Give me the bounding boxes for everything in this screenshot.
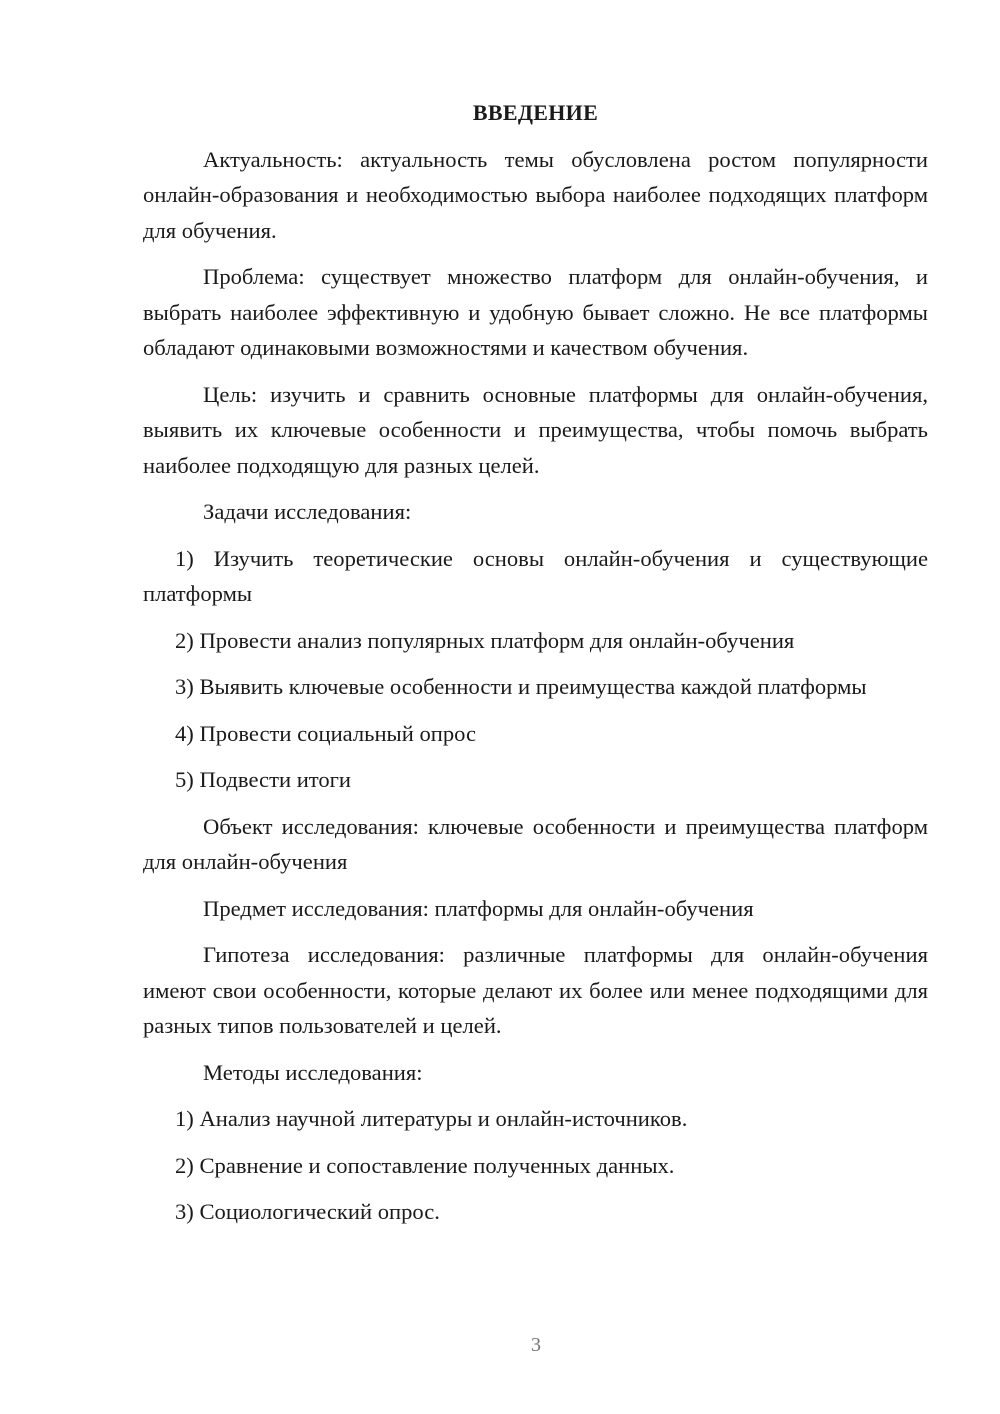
goal-paragraph: Цель: изучить и сравнить основные платформы для онлайн-обучения, выявить их ключевые особенности и преимущества, чтобы помочь выбрать наиболее подходящую для разных целей.	[143, 381, 928, 478]
task-item: 5) Подвести итоги	[175, 767, 352, 792]
page-number: 3	[531, 1334, 541, 1356]
section-title: ВВЕДЕНИЕ	[472, 100, 599, 125]
methods-list	[143, 1101, 928, 1230]
subject-paragraph: Предмет исследования: платформы для онлайн-обучения	[203, 895, 754, 921]
relevance-paragraph: Актуальность: актуальность темы обусловлена ростом популярности онлайн-образования и необходимостью выбора наиболее подходящих платформ для обучения.	[143, 146, 928, 243]
tasks-list	[143, 541, 928, 798]
tasks-heading: Задачи исследования:	[203, 499, 412, 524]
methods-heading: Методы исследования:	[203, 1059, 423, 1085]
task-item: 4) Провести социальный опрос	[175, 720, 477, 746]
page-content	[143, 95, 928, 1241]
task-item: 3) Выявить ключевые особенности и преимущества каждой платформы	[175, 674, 867, 699]
task-item: 2) Провести анализ популярных платформ для онлайн-обучения	[175, 627, 795, 653]
object-paragraph: Объект исследования: ключевые особенности и преимущества платформ для онлайн-обучения	[143, 813, 928, 874]
method-item: 1) Анализ научной литературы и онлайн-источников.	[175, 1106, 688, 1131]
method-item: 2) Сравнение и сопоставление полученных данных.	[175, 1152, 675, 1178]
task-item: 1) Изучить теоретические основы онлайн-обучения и существующие платформы	[143, 545, 928, 606]
problem-paragraph: Проблема: существует множество платформ для онлайн-обучения, и выбрать наиболее эффективную и удобную бывает сложно. Не все платформы обладают одинаковыми возможностями и качеством обучения.	[143, 264, 928, 360]
method-item: 3) Социологический опрос.	[175, 1199, 440, 1224]
hypothesis-paragraph: Гипотеза исследования: различные платформы для онлайн-обучения имеют свои особенности, которые делают их более или менее подходящими для разных типов пользователей и целей.	[143, 942, 928, 1038]
